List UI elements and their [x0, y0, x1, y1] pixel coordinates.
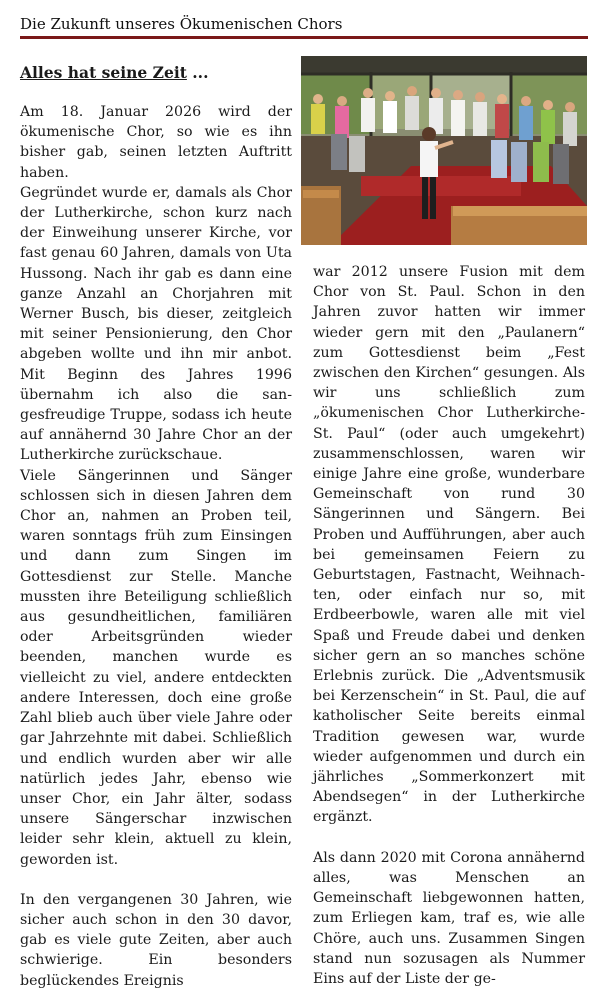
paragraph: Am 18. Januar 2026 wird der ökumenische Chor, so wie es ihn bisher gab, seinen letzten Auftritt haben. [20, 104, 292, 181]
article-title [20, 62, 292, 84]
header-title: Die Zukunft unseres Ökumenischen Chors [20, 15, 343, 33]
choir-photo [301, 56, 587, 245]
article-title-main: Alles hat seine Zeit [20, 63, 187, 82]
left-column [20, 62, 292, 991]
paragraph: Gegründet wurde er, damals als Chor der Lutherkirche, schon kurz nach der Einweihung unserer Kirche, vor fast genau 60 Jahren, damals von Uta Hussong. Nach ihr gab es dann eine ganze Anzahl an Chorjahren mit Werner Busch, bis dieser, zeitgleich mit seiner Pensionierung, den Chor abgeben wollte und ihn mir anbot. Mit Beginn des Jahres 1996 übernahm ich also die sangesfreudige Truppe, sodass ich heute auf annähernd 30 Jahre Chor an der Lutherkirche zurückschaue. [20, 184, 292, 464]
paragraph: Viele Sängerinnen und Sänger schlossen sich in diesen Jahren dem Chor an, nahmen an Proben teil, waren sonntags früh zum Einsingen und dann zum Singen im Gottesdienst zur Stelle. Manche mussten ihre Beteiligung schließlich aus gesundheitlichen, familiären oder Arbeitsgründen wieder beenden, manchen wurde es vielleicht zu viel, andere entdeckten andere Interessen, doch eine große Zahl blieb auch über viele Jahre oder gar Jahrzehnte mit dabei. Schließlich und endlich wurden aber wir alle natürlich jedes Jahr, ebenso wie unser Chor, ein Jahr älter, sodass unsere Sängerschar inzwischen leider sehr klein, aktuell zu klein, geworden ist. [20, 467, 292, 868]
paragraph: war 2012 unsere Fusion mit dem Chor von St. Paul. Schon in den Jahren zuvor hatten wir immer wieder gern mit den „Paulanern“ zum Gottesdienst beim „Fest zwischen den Kirchen“ gesungen. Als wir uns schließlich zum „ökumenischen Chor Lutherkirche-St. Paul“ (oder auch umgekehrt) zusammenschlossen, waren wir einige Jahre eine große, wunderbare Gemeinschaft von rund 30 Sängerinnen und Sängern. Bei Proben und Aufführungen, aber auch bei gemeinsamen Feiern zu Geburtstagen, Fastnacht, Weihnachten, oder einfach nur so, mit Erdbeerbowle, waren alle mit viel Spaß und Freude dabei und denken sicher gern an so manches schöne Erlebnis zurück. Die „Adventsmusik bei Kerzenschein“ in St. Paul, die auf katholischer Seite bereits einmal Tradition gewesen war, wurde wieder aufgenommen und durch ein jährliches „Sommerkonzert mit Abendsegen“ in der Lutherkirche ergänzt. [313, 264, 585, 826]
page-header [20, 14, 588, 39]
right-column [313, 262, 585, 989]
article-title-suffix: ... [186, 63, 209, 82]
paragraph: Als dann 2020 mit Corona annähernd alles, was Menschen an Gemeinschaft liebgewonnen hatten, zum Erliegen kam, traf es, wie alle Chöre, auch uns. Zusammen Singen stand nun sozusagen als Nummer Eins auf der Liste der ge- [313, 849, 585, 987]
paragraph: In den vergangenen 30 Jahren, wie sicher auch schon in den 30 davor, gab es viele gute Zeiten, aber auch schwierige. Ein besonders beglückendes Ereignis [20, 891, 292, 989]
